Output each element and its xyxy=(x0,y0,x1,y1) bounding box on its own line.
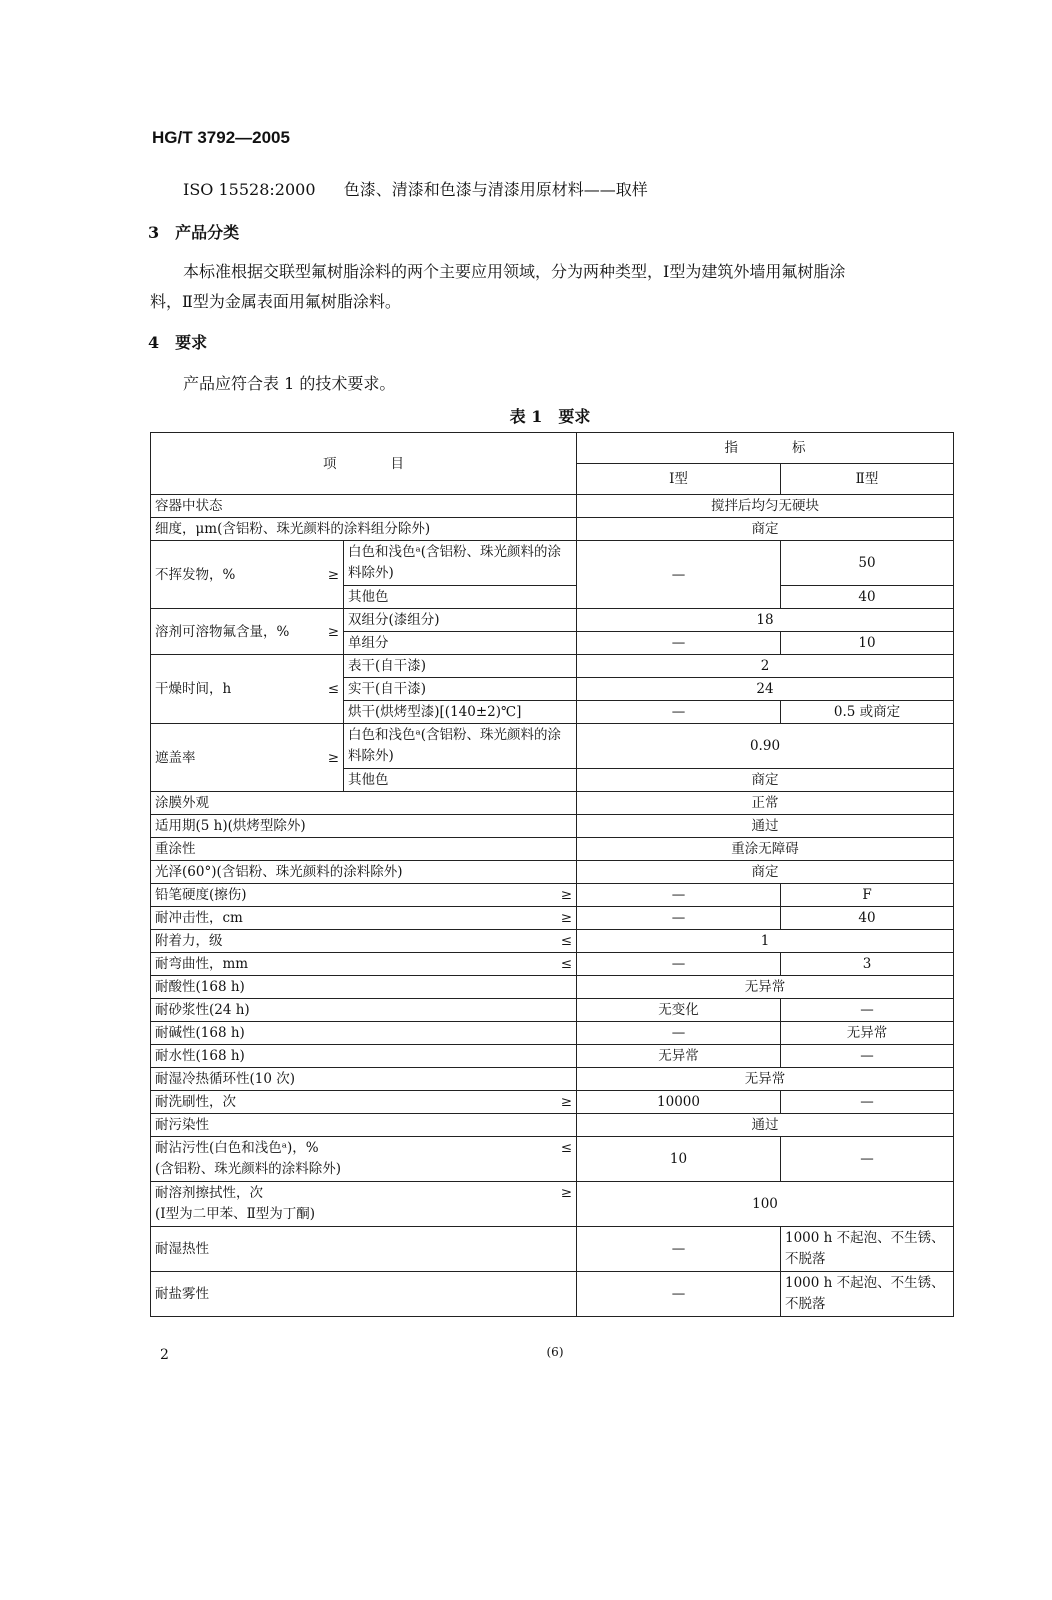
row-type1-value: — xyxy=(577,701,781,724)
row-label-text: 耐洗刷性，次 xyxy=(155,1094,236,1110)
row-type1-value: — xyxy=(577,907,781,930)
row-sign: ≤ xyxy=(560,1140,572,1156)
row-value: 100 xyxy=(577,1182,954,1227)
table-row xyxy=(151,1091,954,1114)
row-label-text: 干燥时间，h xyxy=(155,681,232,697)
row-sub-label: 其他色 xyxy=(344,769,577,792)
row-label-text: 耐弯曲性，mm xyxy=(155,956,249,972)
row-type2-value: — xyxy=(781,1137,954,1182)
row-type1-value: — xyxy=(577,1227,781,1272)
row-label: 耐砂浆性(24 h) xyxy=(151,999,577,1022)
table-row xyxy=(151,1022,954,1045)
row-sub-label: 其他色 xyxy=(344,586,577,609)
row-type1-value: 无变化 xyxy=(577,999,781,1022)
row-label-text: 溶剂可溶物氟含量，% xyxy=(155,623,290,640)
row-type1-value: — xyxy=(577,884,781,907)
row-type1-value: 10 xyxy=(577,1137,781,1182)
table-row xyxy=(151,1227,954,1272)
row-type2-value: 40 xyxy=(781,907,954,930)
table-row xyxy=(151,1272,954,1317)
row-label: 容器中状态 xyxy=(151,495,577,518)
row-label xyxy=(151,724,344,792)
row-label: 耐碱性(168 h) xyxy=(151,1022,577,1045)
row-label-text: 耐冲击性，cm xyxy=(155,910,243,926)
row-label: 适用期(5 h)(烘烤型除外) xyxy=(151,815,577,838)
row-type2-value: 1000 h 不起泡、不生锈、不脱落 xyxy=(781,1272,954,1317)
row-label: 涂膜外观 xyxy=(151,792,577,815)
row-value: 通过 xyxy=(577,1114,954,1137)
section-3-para-line2: 料，Ⅱ型为金属表面用氟树脂涂料。 xyxy=(150,292,401,311)
iso-code: ISO 15528:2000 xyxy=(183,180,316,199)
row-label-text: 铅笔硬度(擦伤) xyxy=(155,887,247,903)
row-label: 重涂性 xyxy=(151,838,577,861)
table-row xyxy=(151,1068,954,1091)
row-sub-label: 烘干(烘烤型漆)[(140±2)℃] xyxy=(344,701,577,724)
row-label xyxy=(151,541,344,609)
section-4-para: 产品应符合表 1 的技术要求。 xyxy=(183,374,396,393)
row-label xyxy=(151,884,577,907)
row-label xyxy=(151,953,577,976)
row-label-text: 不挥发物，% xyxy=(155,566,236,583)
iso-title: 色漆、清漆和色漆与清漆用原材料——取样 xyxy=(343,180,648,199)
row-sign: ≥ xyxy=(560,910,572,926)
row-label xyxy=(151,1137,577,1182)
row-type1-value: — xyxy=(577,632,781,655)
row-value: 商定 xyxy=(577,518,954,541)
row-type2-value: 3 xyxy=(781,953,954,976)
row-sign: ≤ xyxy=(327,681,339,697)
row-sub-label: 单组分 xyxy=(344,632,577,655)
row-value: 18 xyxy=(577,609,954,632)
table-row xyxy=(151,861,954,884)
table-row xyxy=(151,495,954,518)
header-indicator: 指 标 xyxy=(577,433,954,464)
row-label: 光泽(60°)(含铝粉、珠光颜料的涂料除外) xyxy=(151,861,577,884)
page-center-marker: (6) xyxy=(546,1345,564,1359)
row-value: 0.90 xyxy=(577,724,954,769)
table-row xyxy=(151,930,954,953)
row-value: 2 xyxy=(577,655,954,678)
row-sub-label: 白色和浅色ᵃ(含铝粉、珠光颜料的涂料除外) xyxy=(344,724,577,769)
row-type2-value: 0.5 或商定 xyxy=(781,701,954,724)
row-type2-value: 10 xyxy=(781,632,954,655)
row-sub-label: 双组分(漆组分) xyxy=(344,609,577,632)
row-label: 细度，μm(含铝粉、珠光颜料的涂料组分除外) xyxy=(151,518,577,541)
row-label xyxy=(151,609,344,655)
row-sign: ≥ xyxy=(560,1094,572,1110)
row-label xyxy=(151,907,577,930)
table-row xyxy=(151,724,954,769)
row-label: 耐盐雾性 xyxy=(151,1272,577,1317)
row-sub-label: 实干(自干漆) xyxy=(344,678,577,701)
row-type2-value: 50 xyxy=(781,541,954,586)
row-type2-value: F xyxy=(781,884,954,907)
table-row xyxy=(151,792,954,815)
row-type2-value: — xyxy=(781,999,954,1022)
row-sign: ≤ xyxy=(560,933,572,949)
row-label-text: 耐沾污性(白色和浅色ᵃ)，% xyxy=(155,1140,319,1156)
row-sign: ≤ xyxy=(560,956,572,972)
row-type2-value: 1000 h 不起泡、不生锈、不脱落 xyxy=(781,1227,954,1272)
row-value: 商定 xyxy=(577,769,954,792)
row-sign: ≥ xyxy=(327,623,339,640)
row-sub-label: 白色和浅色ᵃ(含铝粉、珠光颜料的涂料除外) xyxy=(344,541,577,586)
row-sign: ≥ xyxy=(560,887,572,903)
header-type1: Ⅰ型 xyxy=(577,464,781,495)
table-row xyxy=(151,884,954,907)
table-header-row xyxy=(151,433,954,464)
row-sign: ≥ xyxy=(560,1185,572,1201)
table-row xyxy=(151,541,954,586)
row-type1-value: — xyxy=(577,1272,781,1317)
document-header: HG/T 3792—2005 xyxy=(152,128,290,147)
row-type1-value: 无异常 xyxy=(577,1045,781,1068)
row-type2-value: — xyxy=(781,1091,954,1114)
row-label xyxy=(151,1182,577,1227)
table-row xyxy=(151,609,954,632)
row-value: 1 xyxy=(577,930,954,953)
table-title: 表 1 要求 xyxy=(509,407,591,426)
row-type2-value: — xyxy=(781,1045,954,1068)
row-label-note: (Ⅰ型为二甲苯、Ⅱ型为丁酮) xyxy=(155,1206,316,1222)
table-row xyxy=(151,1045,954,1068)
row-label-text: 附着力，级 xyxy=(155,933,223,949)
row-label xyxy=(151,655,344,724)
row-label: 耐湿冷热循环性(10 次) xyxy=(151,1068,577,1091)
table-row xyxy=(151,953,954,976)
row-value: 正常 xyxy=(577,792,954,815)
table-row xyxy=(151,907,954,930)
table-row xyxy=(151,838,954,861)
row-label xyxy=(151,930,577,953)
row-label xyxy=(151,1091,577,1114)
table-row xyxy=(151,1114,954,1137)
row-value: 24 xyxy=(577,678,954,701)
row-type1-value: — xyxy=(577,1022,781,1045)
row-label: 耐水性(168 h) xyxy=(151,1045,577,1068)
row-value: 商定 xyxy=(577,861,954,884)
table-row xyxy=(151,815,954,838)
row-value: 无异常 xyxy=(577,1068,954,1091)
row-label-text: 遮盖率 xyxy=(155,749,196,766)
table-row xyxy=(151,518,954,541)
row-type2-value: 无异常 xyxy=(781,1022,954,1045)
row-sign: ≥ xyxy=(327,566,339,583)
row-label-text: 耐溶剂擦拭性，次 xyxy=(155,1185,263,1201)
iso-reference xyxy=(183,177,648,200)
header-type2: Ⅱ型 xyxy=(781,464,954,495)
table-row xyxy=(151,1137,954,1182)
table-row xyxy=(151,999,954,1022)
row-value: 重涂无障碍 xyxy=(577,838,954,861)
row-label-note: (含铝粉、珠光颜料的涂料除外) xyxy=(155,1161,342,1177)
table-row xyxy=(151,1182,954,1227)
row-type2-value: 40 xyxy=(781,586,954,609)
row-type1-value: — xyxy=(577,953,781,976)
row-label: 耐酸性(168 h) xyxy=(151,976,577,999)
requirements-table xyxy=(150,432,954,1317)
row-sign: ≥ xyxy=(327,749,339,766)
header-item: 项 目 xyxy=(151,433,577,495)
row-value: 通过 xyxy=(577,815,954,838)
row-label: 耐湿热性 xyxy=(151,1227,577,1272)
row-sub-label: 表干(自干漆) xyxy=(344,655,577,678)
row-value: 搅拌后均匀无硬块 xyxy=(577,495,954,518)
section-4-heading: 4 要求 xyxy=(148,333,208,352)
row-value: 无异常 xyxy=(577,976,954,999)
row-label: 耐污染性 xyxy=(151,1114,577,1137)
page-number: 2 xyxy=(160,1347,169,1363)
row-type1-value: — xyxy=(577,541,781,609)
section-3-heading: 3 产品分类 xyxy=(148,223,240,242)
section-3-para-line1: 本标准根据交联型氟树脂涂料的两个主要应用领域，分为两种类型，Ⅰ型为建筑外墙用氟树脂涂 xyxy=(183,262,846,281)
table-row xyxy=(151,655,954,678)
row-type1-value: 10000 xyxy=(577,1091,781,1114)
table-row xyxy=(151,976,954,999)
